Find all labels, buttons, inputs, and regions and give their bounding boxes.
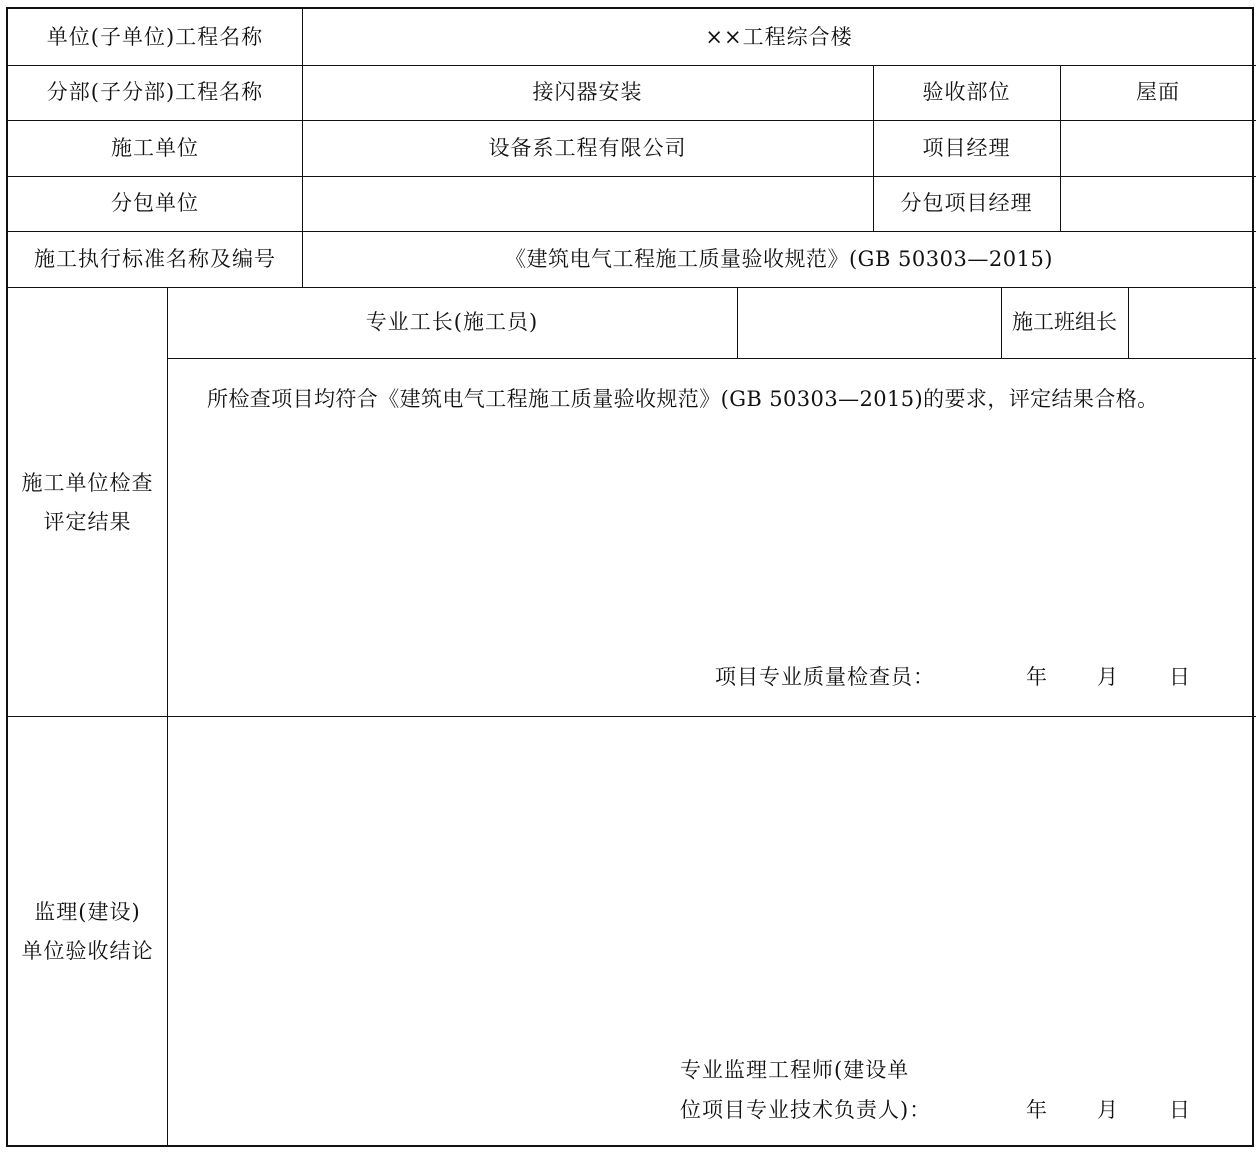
inspector-day-label: 日 xyxy=(1169,665,1191,689)
team-leader-label: 施工班组长 xyxy=(1012,310,1117,334)
standard-value: 《建筑电气工程施工质量验收规范》(GB 50303—2015) xyxy=(504,246,1053,271)
supervisor-day-label: 日 xyxy=(1169,1098,1191,1122)
subcontractor-label: 分包单位 xyxy=(111,191,199,215)
supervision-label-line1: 监理(建设) xyxy=(34,900,141,924)
supervisor-month-label: 月 xyxy=(1097,1098,1119,1122)
contractor-check-label-line2: 评定结果 xyxy=(43,510,132,534)
contractor-check-label-line1: 施工单位检查 xyxy=(21,471,154,495)
unit-project-name-value: ××工程综合楼 xyxy=(705,24,853,49)
supervision-conclusion-label xyxy=(8,893,167,971)
foreman-value xyxy=(737,287,1001,358)
foreman-label: 专业工长(施工员) xyxy=(365,310,539,334)
supervisor-year-label: 年 xyxy=(1026,1098,1048,1122)
inspector-month-label: 月 xyxy=(1097,665,1119,689)
contractor-check-result-text: 所检查项目均符合《建筑电气工程施工质量验收规范》(GB 50303—2015)的要求，评定结果合格。 xyxy=(207,387,1159,411)
project-manager-label: 项目经理 xyxy=(922,135,1011,160)
row-divider xyxy=(8,716,1256,717)
quality-inspector-label: 项目专业质量检查员： xyxy=(715,665,935,689)
standard-label: 施工执行标准名称及编号 xyxy=(34,246,276,271)
contractor-label: 施工单位 xyxy=(111,135,199,160)
unit-project-name-label: 单位(子单位)工程名称 xyxy=(46,24,264,49)
supervisor-signer-line2: 位项目专业技术负责人)： xyxy=(680,1098,932,1122)
row-divider xyxy=(167,358,1256,359)
supervisor-signer-line1: 专业监理工程师(建设单 xyxy=(680,1058,910,1082)
project-manager-value xyxy=(1060,120,1256,176)
sub-project-manager-value xyxy=(1060,176,1256,231)
acceptance-form xyxy=(6,7,1254,1147)
acceptance-part-label: 验收部位 xyxy=(922,80,1011,104)
column-divider xyxy=(167,287,168,1147)
contractor-value: 设备系工程有限公司 xyxy=(488,135,687,160)
supervision-label-line2: 单位验收结论 xyxy=(21,939,154,963)
acceptance-part-value: 屋面 xyxy=(1136,80,1180,104)
inspector-year-label: 年 xyxy=(1026,665,1048,689)
sub-project-name-label: 分部(子分部)工程名称 xyxy=(46,80,264,104)
subcontractor-value xyxy=(302,176,873,231)
sub-project-manager-label: 分包项目经理 xyxy=(900,191,1033,215)
sub-project-name-value: 接闪器安装 xyxy=(532,80,643,104)
team-leader-value xyxy=(1128,287,1256,358)
contractor-check-label xyxy=(8,464,167,542)
